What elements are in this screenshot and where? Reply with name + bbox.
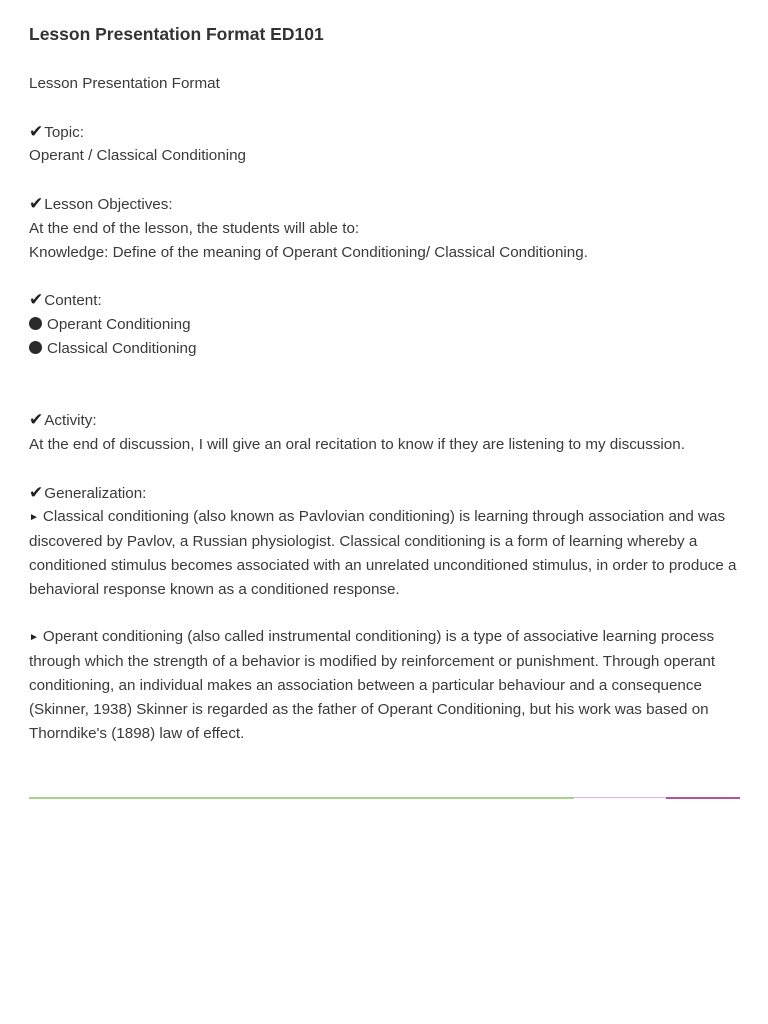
content-list-item [29,337,741,361]
activity-label: Activity: [44,412,97,430]
content-item-text: Classical Conditioning [47,339,197,357]
divider-pink-segment [574,797,666,798]
checkmark-icon: ✔ [29,410,44,430]
page-divider [29,797,740,799]
checkmark-icon: ✔ [29,290,44,310]
topic-label: Topic: [44,123,84,141]
bullet-icon [29,341,42,354]
content-label: Content: [44,292,102,310]
activity-section-label [29,408,741,433]
generalization-paragraph [29,625,741,745]
topic-value: Operant / Classical Conditioning [29,147,246,165]
checkmark-icon: ✔ [29,193,44,213]
content-section-label [29,288,741,313]
generalization-paragraph-text: Operant conditioning (also called instrumental conditioning) is a type of associative learning process through which the strength of a behavior is modified by reinforcement or punishment. Through operant conditioning, an individual makes an association between a particular behaviour and a consequence (Skinner, 1938) Skinner is regarded as the father of Operant Conditioning, but his work was based on Thorndike's (1898) law of effect. [29,628,716,742]
lesson-heading: Lesson Presentation Format [29,75,220,92]
bullet-icon [29,317,42,330]
divider-green-segment [29,797,574,799]
checkmark-icon: ✔ [29,121,44,141]
checkmark-icon: ✔ [29,482,44,502]
generalization-section-label [29,481,741,506]
generalization-paragraph-text: Classical conditioning (also known as Pavlovian conditioning) is learning through association and was discovered by Pavlov, a Russian physiologist. Classical conditioning is a form of learning whereby a conditioned stimulus becomes associated with an unrelated unconditioned stimulus, in order to produce a behavioral response known as a conditioned response. [29,508,737,598]
content-item-text: Operant Conditioning [47,315,191,333]
triangle-bullet-icon: ► [29,512,39,524]
generalization-paragraph [29,505,741,601]
document-body [29,72,741,745]
generalization-label: Generalization: [44,484,147,502]
document-title: Lesson Presentation Format ED101 [29,24,324,44]
topic-section-label [29,120,741,145]
objectives-label: Lesson Objectives: [44,195,173,213]
objectives-section-label [29,192,741,217]
activity-text: At the end of discussion, I will give an oral recitation to know if they are listening to my discussion. [29,435,685,453]
content-list-item [29,313,741,337]
divider-purple-segment [666,797,740,799]
triangle-bullet-icon: ► [29,632,39,644]
objectives-line: At the end of the lesson, the students will able to: [29,219,360,237]
objectives-line: Knowledge: Define of the meaning of Operant Conditioning/ Classical Conditioning. [29,243,588,261]
